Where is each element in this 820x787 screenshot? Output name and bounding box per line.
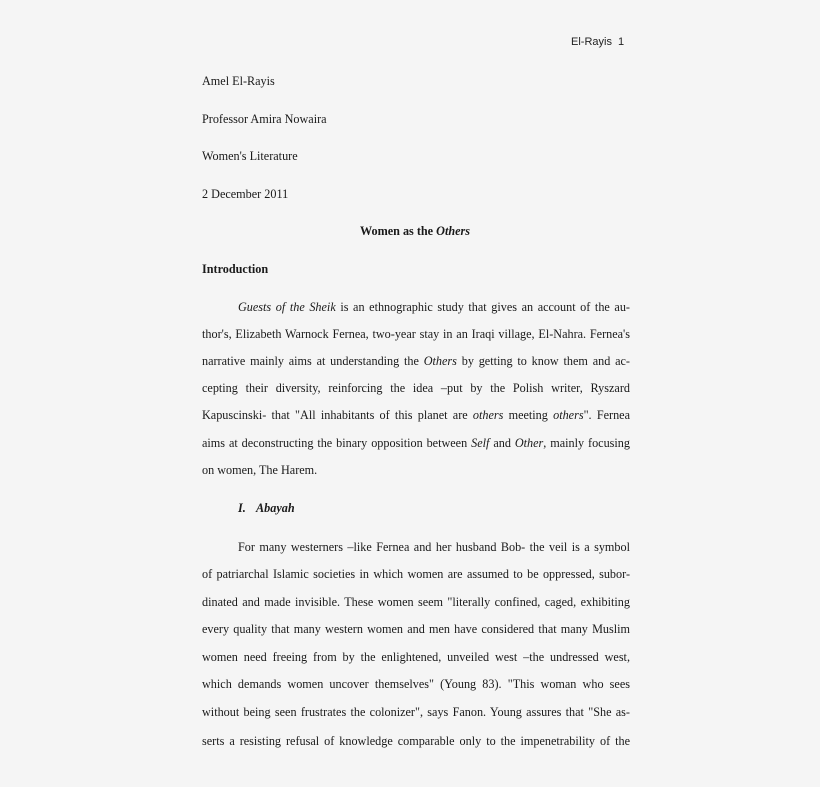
paragraph-line [202,435,630,451]
date: 2 December 2011 [202,187,289,201]
title-prefix: Women as the [359,224,437,238]
section-heading-abayah [238,501,295,516]
italic-text: Others [423,354,457,368]
paragraph-line [202,353,630,369]
text: on women, The Harem. [202,463,318,477]
paper-title [0,224,820,239]
text: narrative mainly aims at understanding the [202,354,424,368]
text: Kapuscinski- that "All inhabitants of this planet are [202,408,473,422]
paragraph-line [202,462,317,478]
italic-text: Other [514,436,544,450]
section-number: I. [238,501,246,515]
paragraph-line: every quality that many western women and men have considered that many Muslim [202,622,630,636]
paragraph-line [202,380,630,396]
paragraph-line: which demands women uncover themselves" (Young 83). "This woman who sees [202,677,630,691]
italic-text: others [553,408,584,422]
text: , mainly focusing [543,436,630,450]
text: aims at deconstructing the binary opposition between [202,436,472,450]
professor-name: Professor Amira Nowaira [202,112,327,126]
running-head: El-Rayis 1 [571,36,625,48]
text: thor's, Elizabeth Warnock Fernea, two-year stay in an Iraqi village, El-Nahra. Fernea's [202,327,630,341]
title-italic: Others [436,224,471,238]
text: cepting their diversity, reinforcing the idea –put by the Polish writer, Ryszard [202,381,630,395]
italic-text: Self [471,436,490,450]
text: ". Fernea [583,408,630,422]
paragraph-line: of patriarchal Islamic societies in which women are assumed to be oppressed, subor- [202,567,630,581]
text: meeting [503,408,554,422]
paragraph-line: For many westerners –like Fernea and her husband Bob- the veil is a symbol [238,540,630,554]
paragraph-line [202,326,630,342]
paragraph-line [238,299,630,315]
text: and [489,436,515,450]
paragraph-line: women need freeing from by the enlightened, unveiled west –the undressed west, [202,650,630,664]
paragraph-line: without being seen frustrates the colonizer", says Fanon. Young assures that "She as- [202,705,630,719]
italic-text: Guests of the Sheik [238,300,336,314]
section-heading-introduction: Introduction [202,262,269,276]
section-title: Abayah [256,501,295,515]
italic-text: others [472,408,504,422]
text: is an ethnographic study that gives an account of the au- [335,300,630,314]
author-name: Amel El-Rayis [202,74,275,88]
course-name: Women's Literature [202,149,298,163]
paragraph-line: serts a resisting refusal of knowledge comparable only to the impenetrability of the [202,734,630,748]
text: by getting to know them and ac- [456,354,630,368]
paragraph-line [202,407,630,423]
paragraph-line: dinated and made invisible. These women seem "literally confined, caged, exhibiting [202,595,630,609]
